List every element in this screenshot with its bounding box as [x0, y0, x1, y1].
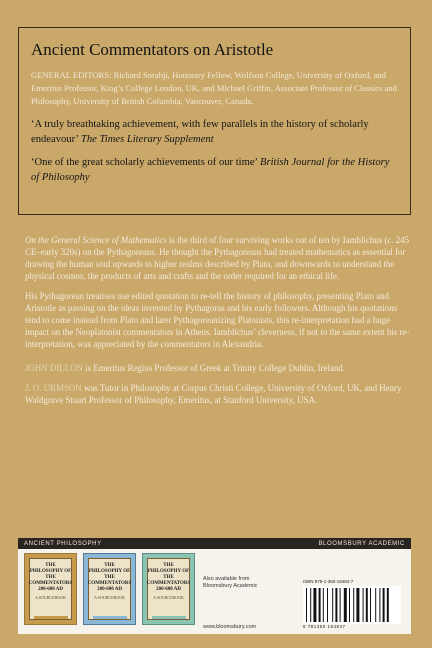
book-cover-subtitle: A SOURCEBOOK — [35, 595, 66, 600]
description-paragraph-1: On the General Science of Mathematics is the third of four surviving works out of ten by Iamblichus (c. 245 CE–early 320s) on the Pythagoreans. He thought the Pythagoreans had treated mathematics as essential for drawing the human soul upwards to higher realms described by Plato, and downwards to understand the physical cosmos, the products of arts and crafts and the order required for an ethical life. — [25, 235, 410, 281]
author-name: JOHN DILLON — [25, 363, 83, 373]
book-cover-title: THE PHILOSOPHY OF THE COMMENTATORS 200-600 AD — [146, 563, 191, 592]
author-bio-2: J. O. URMSON was Tutor in Philosophy at Corpus Christi College, University of Oxford, UK, and Henry Waldgrave Stuart Professor of Philosophy, Emeritus, at Stanford University, USA. — [25, 383, 402, 405]
description — [25, 234, 411, 414]
review-quote-2 — [31, 155, 398, 185]
quote-source: The Times Literary Supplement — [80, 134, 214, 145]
book-cover-3 — [142, 553, 195, 625]
description-paragraph-2: His Pythagorean treatises use edited quotation to re-tell the history of philosophy, presenting Plato and Aristotle as passing on the ideas invented by Pythagoras and his early followers. Although his quotations tend to come instead from Plato and later Pythagoreanizing Platonists, this re-interpretation had a huge impact on the Neoplatonist commentators in Athens. Iamblichus’ cleverness, if not to the same extent his re-interpretation, was appreciated by the commentators in Alexandria. — [25, 291, 410, 349]
book-cover-1 — [24, 553, 77, 625]
series-band — [18, 538, 411, 549]
book-cover-title: THE PHILOSOPHY OF THE COMMENTATORS 200-600 AD — [87, 563, 132, 592]
book-title: On the General Science of Mathematics — [25, 235, 167, 245]
book-cover-2 — [83, 553, 136, 625]
isbn-text: ISBN 978-1-350-19484-7 — [303, 579, 354, 584]
quote-source: British Journal for the History of Philosophy — [31, 157, 390, 183]
website-link[interactable]: www.bloomsbury.com — [203, 624, 257, 630]
quote-text: ‘One of the great scholarly achievements of our time’ — [31, 157, 258, 168]
also-available-text: Also available from Bloomsbury Academic — [203, 576, 258, 589]
book-cover-subtitle: A SOURCEBOOK — [94, 595, 125, 600]
related-books — [24, 553, 195, 625]
quote-text: ‘A truly breathtaking achievement, with few parallels in the history of scholarly endeavour’ — [31, 119, 369, 145]
author-bio-1: JOHN DILLON is Emeritus Regius Professor of Greek at Trinity College Dublin, Ireland. — [25, 363, 345, 373]
book-cover-subtitle: A SOURCEBOOK — [153, 595, 184, 600]
review-quote-1 — [31, 117, 398, 147]
author-name: J. O. URMSON — [25, 383, 82, 393]
series-title: Ancient Commentators on Aristotle — [31, 40, 274, 59]
barcode — [303, 586, 401, 624]
barcode-digits: 9 781350 194847 — [303, 624, 346, 629]
general-editors: GENERAL EDITORS: Richard Sorabji, Honorary Fellow, Wolfson College, University of Oxford, and Emeritus Professor, King’s College London, UK, and Michael Griffin, Associate Professor of Classics and Philosophy, University of British Columbia, Vancouver, Canada. — [31, 70, 397, 106]
publisher-label: BLOOMSBURY ACADEMIC — [318, 540, 405, 547]
back-cover-footer — [18, 538, 411, 634]
band-left-label: ANCIENT PHILOSOPHY — [24, 540, 102, 547]
book-cover-title: THE PHILOSOPHY OF THE COMMENTATORS 200-600 AD — [28, 563, 73, 592]
series-panel — [18, 27, 411, 215]
